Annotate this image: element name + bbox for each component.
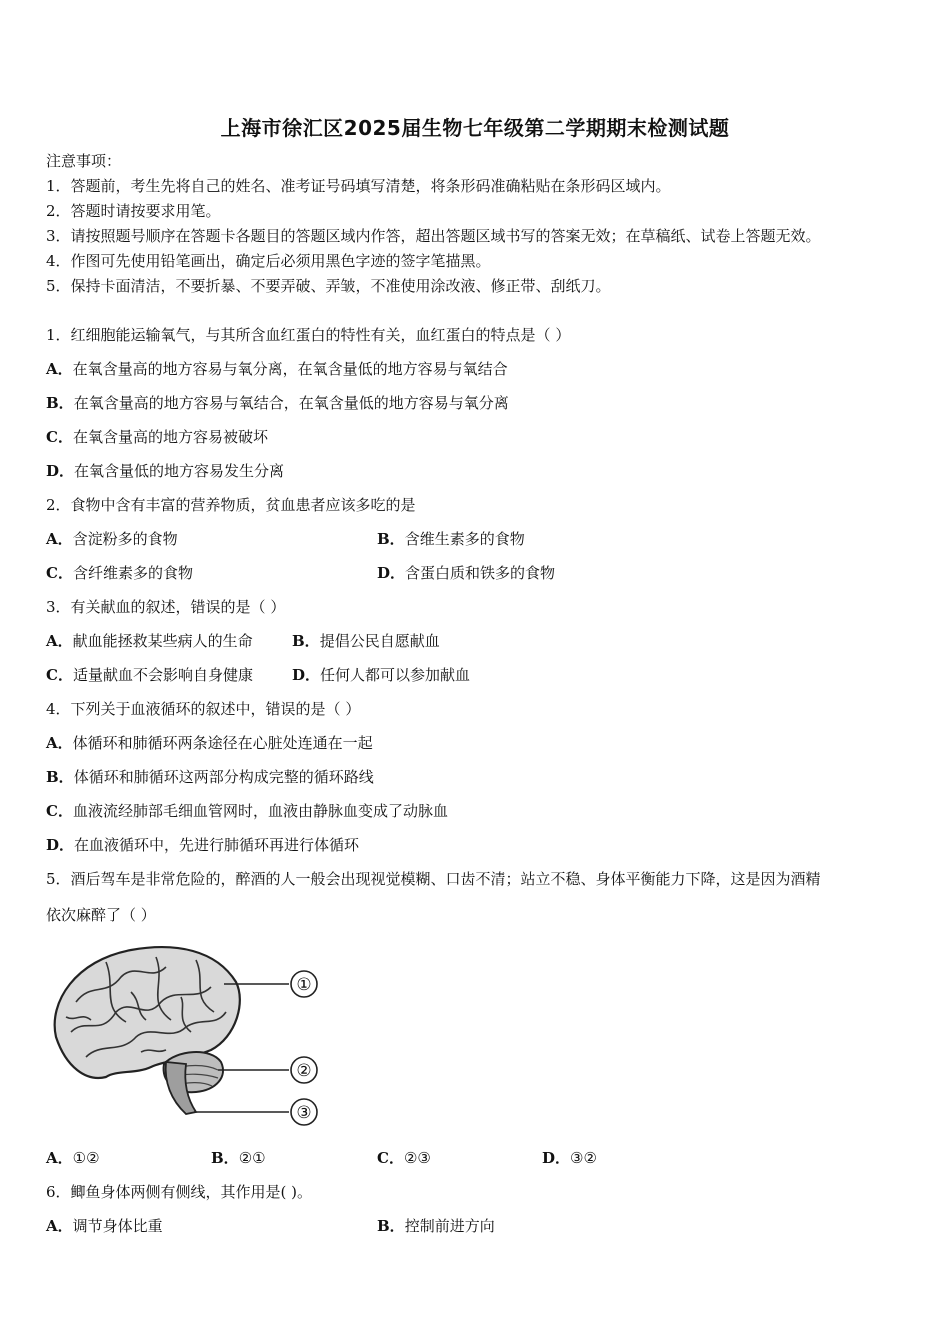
answer-option: D．在氧含量低的地方容易发生分离 — [46, 462, 285, 480]
answer-option: D．任何人都可以参加献血 — [292, 666, 471, 684]
brain-figure — [46, 942, 326, 1127]
answer-option: C．含纤维素多的食物 — [46, 564, 193, 582]
answer-option: A．体循环和肺循环两条途径在心脏处连通在一起 — [46, 734, 373, 752]
answer-option: B．提倡公民自愿献血 — [292, 632, 440, 650]
notice-item: 1．答题前，考生先将自己的姓名、准考证号码填写清楚，将条形码准确粘贴在条形码区域内。 — [46, 177, 671, 195]
notice-item: 5．保持卡面清洁，不要折暴、不要弄破、弄皱，不准使用涂改液、修正带、刮纸刀。 — [46, 277, 611, 295]
answer-option: B．体循环和肺循环这两部分构成完整的循环路线 — [46, 768, 374, 786]
answer-option: C．②③ — [377, 1149, 431, 1167]
answer-option: D．③② — [542, 1149, 597, 1167]
page-title: 上海市徐汇区2025届生物七年级第二学期期末检测试题 — [220, 116, 730, 140]
answer-option: D．含蛋白质和铁多的食物 — [377, 564, 556, 582]
answer-option: B．在氧含量高的地方容易与氧结合，在氧含量低的地方容易与氧分离 — [46, 394, 509, 412]
question-stem-continued: 依次麻醉了（ ） — [46, 906, 156, 924]
answer-option: C．适量献血不会影响自身健康 — [46, 666, 253, 684]
question-stem: 3．有关献血的叙述，错误的是（ ） — [46, 598, 286, 616]
answer-option: B．②① — [211, 1149, 266, 1167]
figure-label: ③ — [296, 1103, 312, 1123]
answer-option: A．①② — [46, 1149, 100, 1167]
answer-option: A．调节身体比重 — [46, 1217, 163, 1235]
answer-option: A．在氧含量高的地方容易与氧分离，在氧含量低的地方容易与氧结合 — [46, 360, 508, 378]
figure-label: ① — [296, 975, 312, 995]
figure-label: ② — [296, 1061, 312, 1081]
question-stem: 4．下列关于血液循环的叙述中，错误的是（ ） — [46, 700, 361, 718]
answer-option: D．在血液循环中，先进行肺循环再进行体循环 — [46, 836, 360, 854]
answer-option: B．含维生素多的食物 — [377, 530, 525, 548]
notice-item: 3．请按照题号顺序在答题卡各题目的答题区域内作答，超出答题区域书写的答案无效；在草稿纸、试卷上答题无效。 — [46, 227, 821, 245]
question-stem: 2．食物中含有丰富的营养物质，贫血患者应该多吃的是 — [46, 496, 416, 514]
answer-option: C．在氧含量高的地方容易被破坏 — [46, 428, 268, 446]
notice-item: 2．答题时请按要求用笔。 — [46, 202, 221, 220]
answer-option: C．血液流经肺部毛细血管网时，血液由静脉血变成了动脉血 — [46, 802, 448, 820]
question-stem: 5．酒后驾车是非常危险的，醉酒的人一般会出现视觉模糊、口齿不清；站立不稳、身体平衡能力下降，这是因为酒精 — [46, 870, 821, 888]
question-stem: 6．鲫鱼身体两侧有侧线，其作用是( )。 — [46, 1183, 313, 1201]
question-stem: 1．红细胞能运输氧气，与其所含血红蛋白的特性有关，血红蛋白的特点是（ ） — [46, 326, 571, 344]
answer-option: B．控制前进方向 — [377, 1217, 495, 1235]
answer-option: A．献血能拯救某些病人的生命 — [46, 632, 253, 650]
notice-heading: 注意事项： — [46, 152, 122, 170]
answer-option: A．含淀粉多的食物 — [46, 530, 178, 548]
notice-item: 4．作图可先使用铅笔画出，确定后必须用黑色字迹的签字笔描黑。 — [46, 252, 491, 270]
